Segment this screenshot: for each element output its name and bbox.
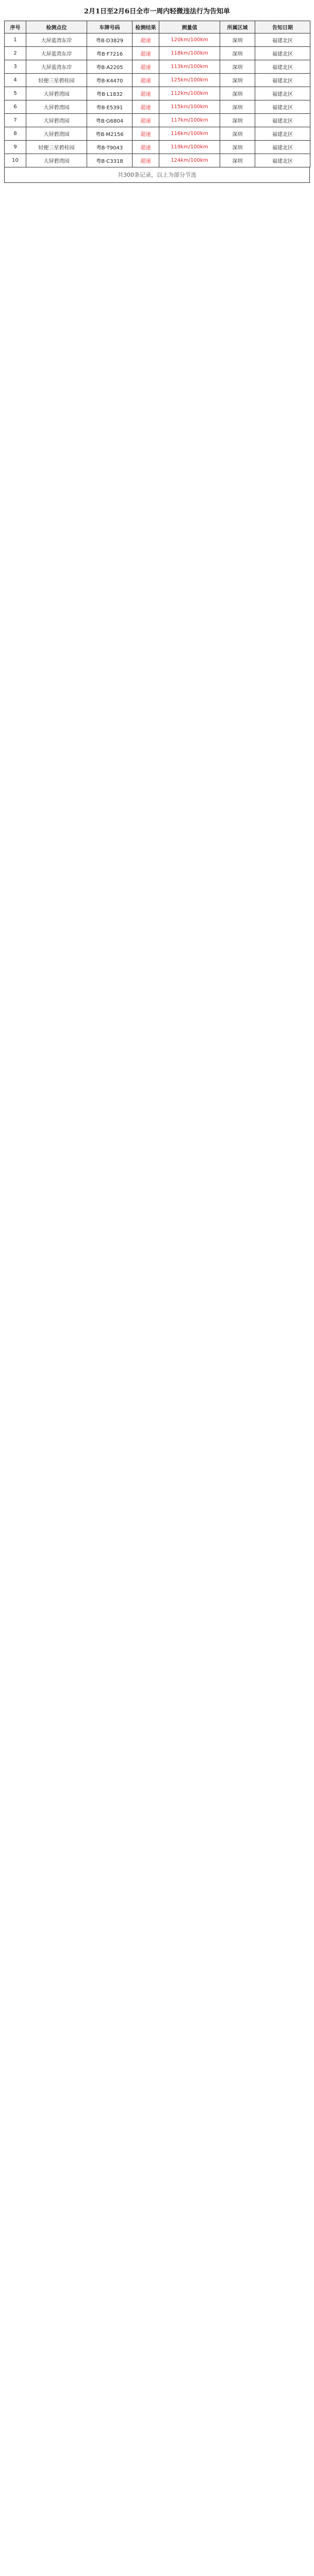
- cell-index: 7: [5, 114, 26, 127]
- cell-location: 大屏碧湾园: [26, 154, 87, 167]
- cell-date: 福建北区: [255, 127, 310, 141]
- cell-date: 福建北区: [255, 114, 310, 127]
- cell-index: 10: [5, 154, 26, 167]
- cell-region: 深圳: [220, 60, 255, 74]
- cell-location: 大屏蓝湾东岸: [26, 33, 87, 47]
- cell-plate: 粤B·F7216: [87, 47, 133, 60]
- cell-value: 117km/100km: [159, 114, 220, 127]
- column-header: 测量值: [159, 21, 220, 33]
- cell-region: 深圳: [220, 87, 255, 100]
- cell-result: 超速: [133, 60, 159, 74]
- table-row: [5, 47, 310, 60]
- cell-location: 大屏碧湾园: [26, 127, 87, 141]
- cell-value: 116km/100km: [159, 127, 220, 141]
- cell-value: 112km/100km: [159, 87, 220, 100]
- cell-location: 大屏蓝湾东岸: [26, 47, 87, 60]
- cell-region: 深圳: [220, 74, 255, 87]
- cell-index: 2: [5, 47, 26, 60]
- cell-result: 超速: [133, 74, 159, 87]
- cell-plate: 粤B·L1832: [87, 87, 133, 100]
- cell-location: 大屏碧湾园: [26, 87, 87, 100]
- cell-date: 福建北区: [255, 100, 310, 114]
- cell-index: 6: [5, 100, 26, 114]
- cell-result: 超速: [133, 141, 159, 154]
- cell-result: 超速: [133, 127, 159, 141]
- table-row: [5, 87, 310, 100]
- cell-result: 超速: [133, 87, 159, 100]
- cell-location: 大屏碧湾园: [26, 114, 87, 127]
- cell-plate: 粤B·M2156: [87, 127, 133, 141]
- cell-index: 9: [5, 141, 26, 154]
- cell-result: 超速: [133, 47, 159, 60]
- table-body: [5, 33, 310, 167]
- cell-region: 深圳: [220, 33, 255, 47]
- cell-location: 轻便三星碧桂园: [26, 141, 87, 154]
- cell-value: 124km/100km: [159, 154, 220, 167]
- cell-index: 3: [5, 60, 26, 74]
- cell-region: 深圳: [220, 141, 255, 154]
- cell-date: 福建北区: [255, 47, 310, 60]
- table-row: [5, 33, 310, 47]
- document-title: 2月1日至2月6日全市一周内轻微违法行为告知单: [84, 8, 230, 15]
- column-header: 检测点位: [26, 21, 87, 33]
- cell-region: 深圳: [220, 47, 255, 60]
- table-row: [5, 100, 310, 114]
- cell-date: 福建北区: [255, 74, 310, 87]
- cell-region: 深圳: [220, 114, 255, 127]
- cell-location: 大屏碧湾园: [26, 100, 87, 114]
- cell-date: 福建北区: [255, 141, 310, 154]
- cell-date: 福建北区: [255, 60, 310, 74]
- cell-value: 120km/100km: [159, 33, 220, 47]
- cell-index: 8: [5, 127, 26, 141]
- column-header: 车牌号码: [87, 21, 133, 33]
- column-header: 序号: [5, 21, 26, 33]
- cell-plate: 粤B·T9043: [87, 141, 133, 154]
- cell-date: 福建北区: [255, 154, 310, 167]
- table-row: [5, 127, 310, 141]
- cell-value: 118km/100km: [159, 47, 220, 60]
- cell-date: 福建北区: [255, 87, 310, 100]
- cell-date: 福建北区: [255, 33, 310, 47]
- cell-plate: 粤B·D3829: [87, 33, 133, 47]
- cell-value: 115km/100km: [159, 100, 220, 114]
- cell-plate: 粤B·E5391: [87, 100, 133, 114]
- cell-index: 1: [5, 33, 26, 47]
- cell-result: 超速: [133, 33, 159, 47]
- column-header: 所属区域: [220, 21, 255, 33]
- cell-plate: 粤B·G6804: [87, 114, 133, 127]
- cell-location: 大屏蓝湾东岸: [26, 60, 87, 74]
- cell-plate: 粤B·A2205: [87, 60, 133, 74]
- violation-table: [4, 21, 310, 167]
- cell-plate: 粤B·C3318: [87, 154, 133, 167]
- cell-index: 5: [5, 87, 26, 100]
- table-row: [5, 141, 310, 154]
- cell-result: 超速: [133, 114, 159, 127]
- column-header: 检测结果: [133, 21, 159, 33]
- cell-value: 125km/100km: [159, 74, 220, 87]
- column-header: 告知日期: [255, 21, 310, 33]
- cell-result: 超速: [133, 154, 159, 167]
- cell-region: 深圳: [220, 154, 255, 167]
- cell-region: 深圳: [220, 127, 255, 141]
- cell-location: 轻便三星碧桂园: [26, 74, 87, 87]
- cell-value: 113km/100km: [159, 60, 220, 74]
- table-header-row: [5, 21, 310, 33]
- table-row: [5, 60, 310, 74]
- table-row: [5, 114, 310, 127]
- table-row: [5, 74, 310, 87]
- cell-plate: 粤B·K4470: [87, 74, 133, 87]
- table-row: [5, 154, 310, 167]
- cell-result: 超速: [133, 100, 159, 114]
- cell-region: 深圳: [220, 100, 255, 114]
- cell-index: 4: [5, 74, 26, 87]
- table-footnote: 共300条记录，以上为部分节选: [4, 167, 310, 183]
- cell-value: 119km/100km: [159, 141, 220, 154]
